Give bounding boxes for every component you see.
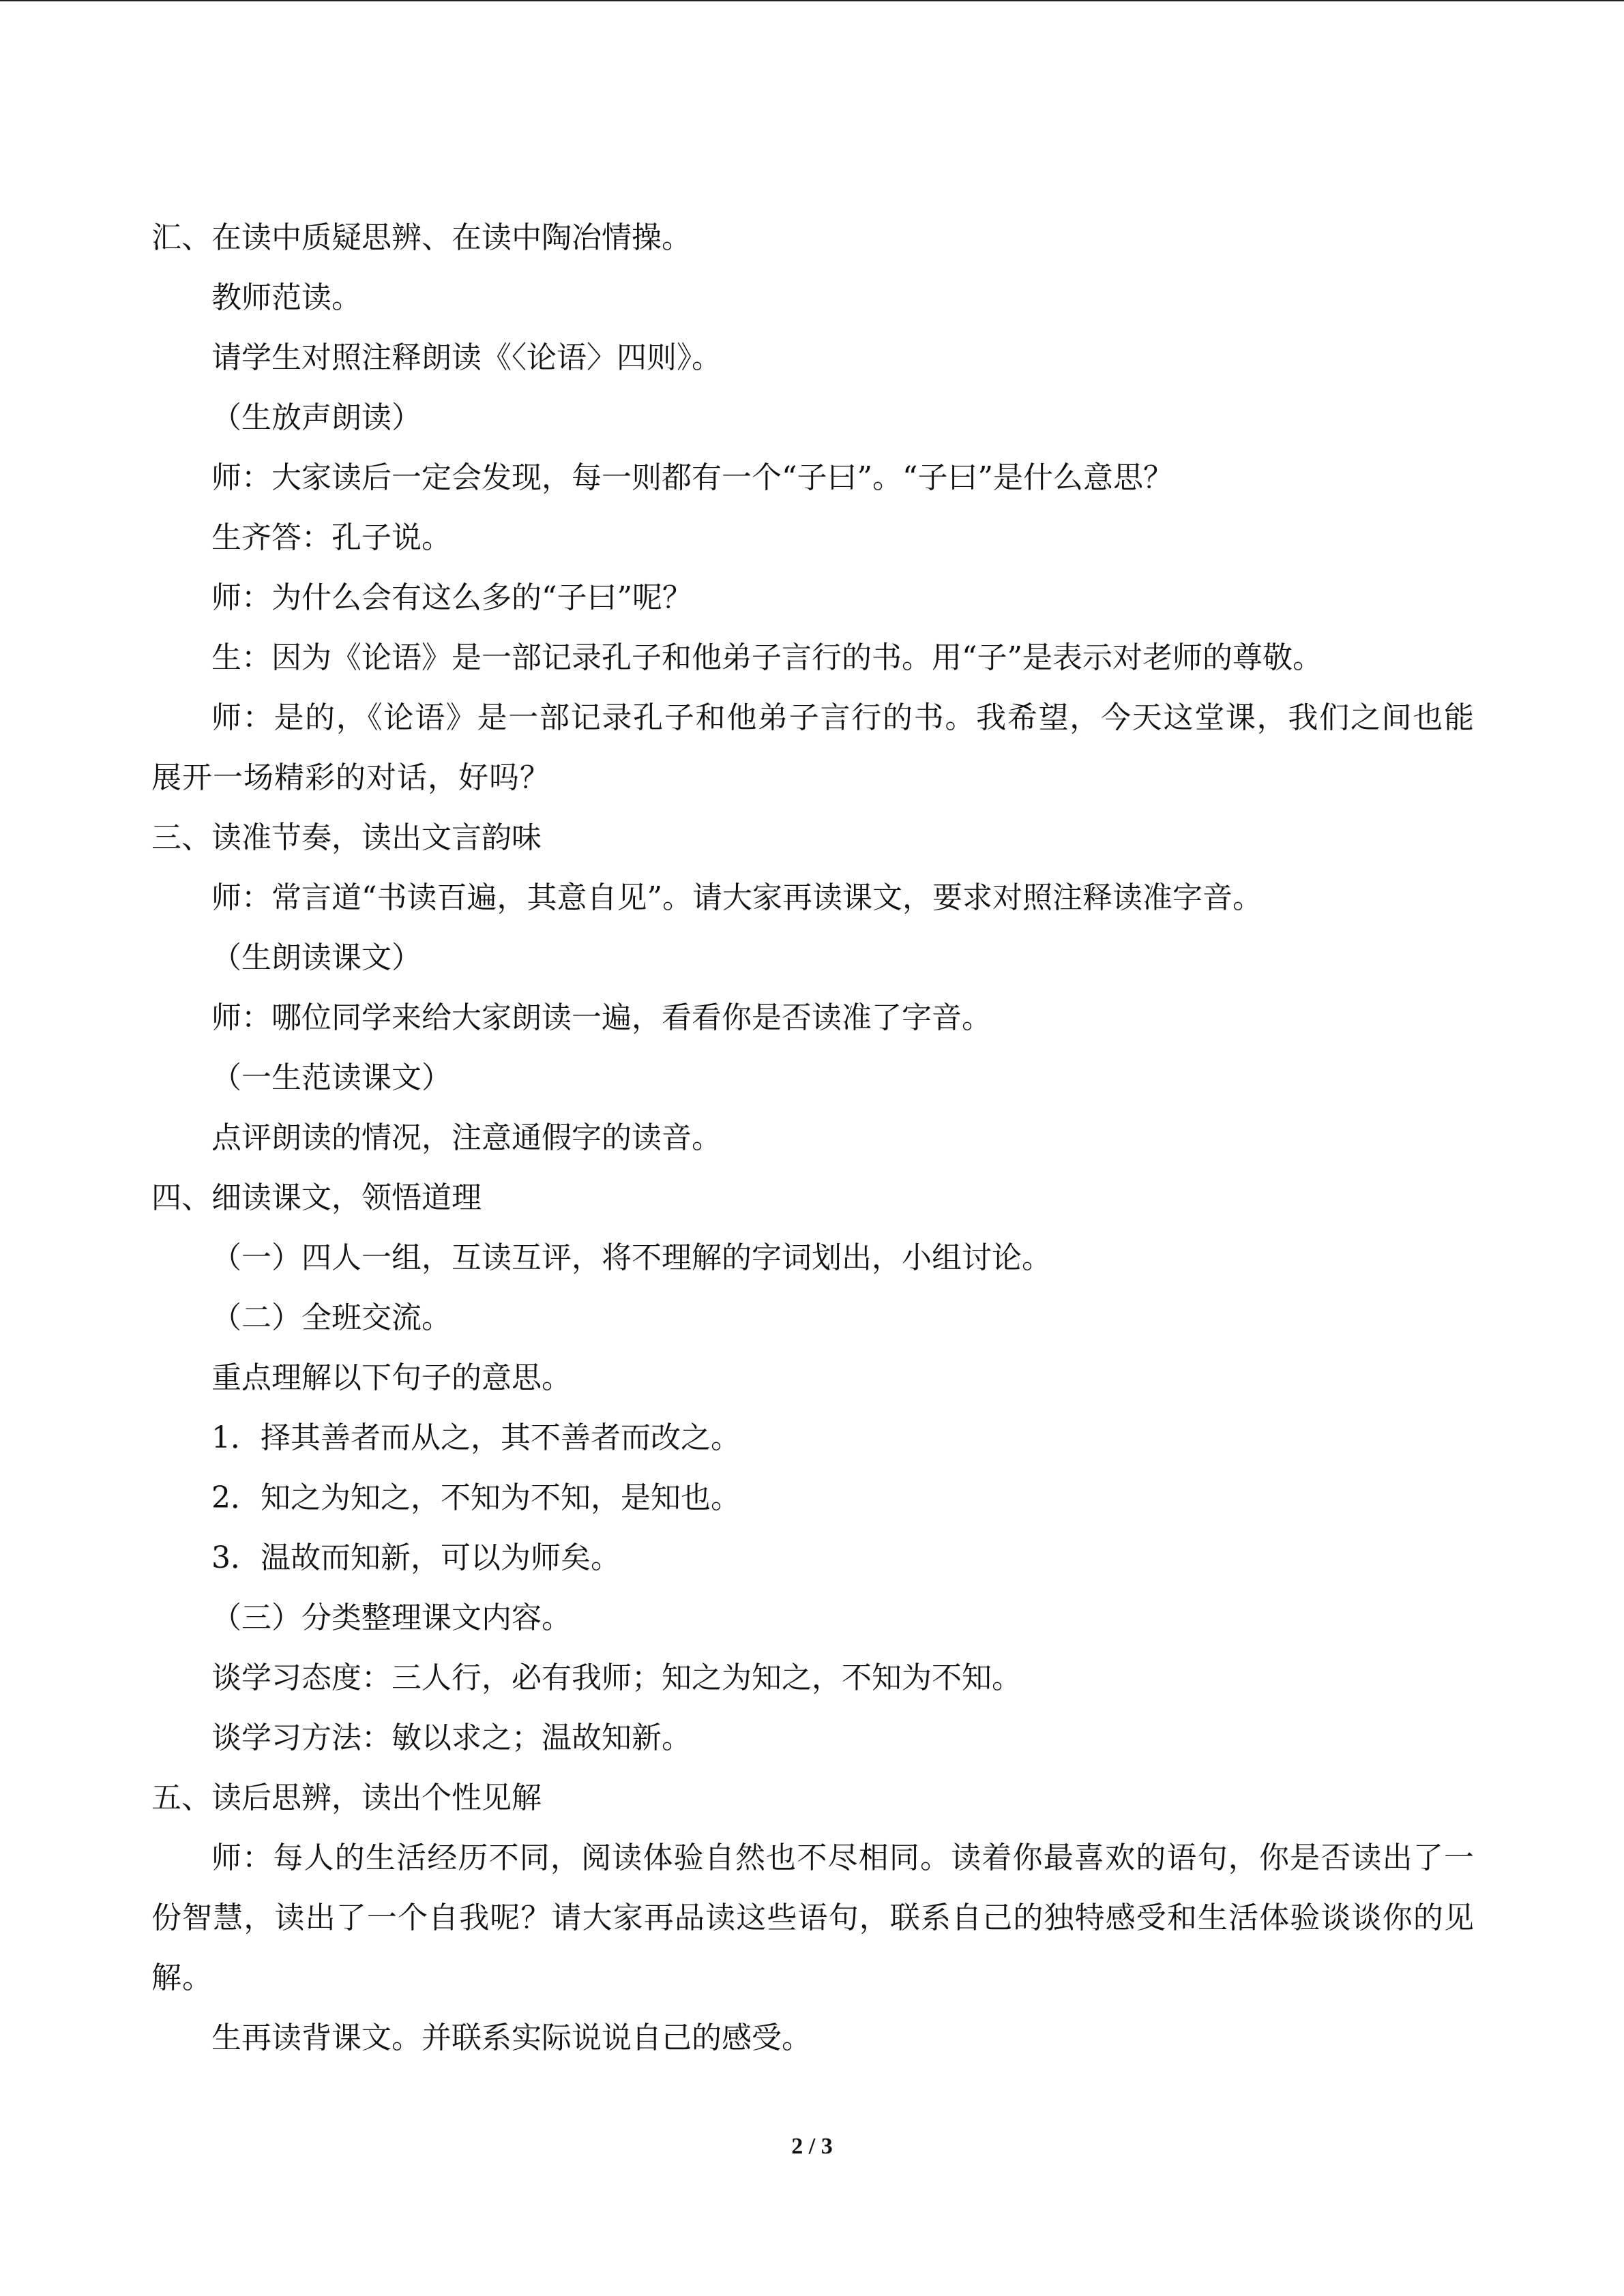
paragraph-line: 生齐答：孔子说。 bbox=[211, 520, 452, 555]
list-item: 2．知之为知之，不知为不知，是知也。 bbox=[211, 1480, 741, 1515]
paragraph-line: 师：大家读后一定会发现，每一则都有一个“子曰”。“子曰”是什么意思？ bbox=[211, 460, 1173, 495]
section-heading-five: 五、读后思辨，读出个性见解 bbox=[151, 1780, 542, 1815]
paragraph-line: 生：因为《论语》是一部记录孔子和他弟子言行的书。用“子”是表示对老师的尊敬。 bbox=[211, 640, 1323, 675]
paragraph-multiline: 师：每人的生活经历不同，阅读体验自然也不尽相同。读着你最喜欢的语句，你是否读出了一份智慧，读出了一个自我呢？请大家再品读这些语句，联系自己的独特感受和生活体验谈谈你的见解。 bbox=[151, 1840, 1475, 1995]
paragraph-line: （一生范读课文） bbox=[211, 1060, 452, 1095]
paragraph-line: 请学生对照注释朗读《〈论语〉四则》。 bbox=[211, 340, 722, 375]
paragraph-multiline: 师：是的，《论语》是一部记录孔子和他弟子言行的书。我希望，今天这堂课，我们之间也能展开一场精彩的对话，好吗？ bbox=[151, 700, 1475, 795]
paragraph-line: 教师范读。 bbox=[211, 280, 361, 315]
section-heading-three: 三、读准节奏，读出文言韵味 bbox=[151, 820, 542, 855]
paragraph-line: （生放声朗读） bbox=[211, 400, 422, 435]
paragraph-line: 重点理解以下句子的意思。 bbox=[211, 1360, 572, 1395]
paragraph-line: （生朗读课文） bbox=[211, 940, 422, 975]
section-heading-review: 汇、在读中质疑思辨、在读中陶冶情操。 bbox=[151, 220, 692, 255]
paragraph-line: 师：哪位同学来给大家朗读一遍，看看你是否读准了字音。 bbox=[211, 1000, 992, 1035]
paragraph-line: （一）四人一组，互读互评，将不理解的字词划出，小组讨论。 bbox=[211, 1240, 1052, 1275]
paragraph-line: 师：为什么会有这么多的“子曰”呢？ bbox=[211, 580, 692, 615]
paragraph-line: 生再读背课文。并联系实际说说自己的感受。 bbox=[211, 2021, 812, 2055]
paragraph-line: 谈学习方法：敏以求之；温故知新。 bbox=[211, 1720, 692, 1755]
list-item: 3．温故而知新，可以为师矣。 bbox=[211, 1540, 621, 1575]
list-item: 1．择其善者而从之，其不善者而改之。 bbox=[211, 1420, 741, 1455]
section-heading-four: 四、细读课文，领悟道理 bbox=[151, 1180, 482, 1215]
paragraph-line: 点评朗读的情况，注意通假字的读音。 bbox=[211, 1120, 722, 1155]
page-number: 2 / 3 bbox=[791, 2134, 833, 2159]
paragraph-line: 谈学习态度：三人行，必有我师；知之为知之，不知为不知。 bbox=[211, 1660, 1022, 1695]
paragraph-line: 师：常言道“书读百遍，其意自见”。请大家再读课文，要求对照注释读准字音。 bbox=[211, 880, 1263, 915]
page-top-border bbox=[0, 0, 1624, 1]
document-body bbox=[151, 208, 1475, 2068]
paragraph-line: （二）全班交流。 bbox=[211, 1300, 452, 1335]
paragraph-line: （三）分类整理课文内容。 bbox=[211, 1600, 572, 1635]
